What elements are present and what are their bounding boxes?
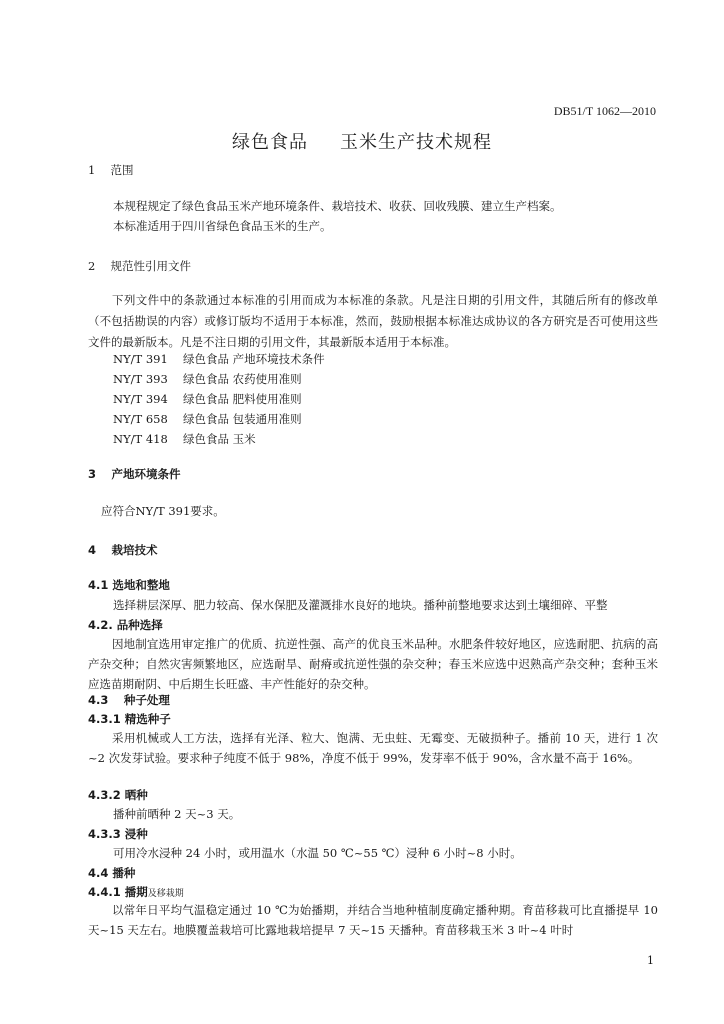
subsection-4-3-heading: 4.3 种子处理: [88, 693, 170, 707]
reference-item: [113, 431, 256, 447]
reference-name: 绿色食品 玉米: [183, 432, 256, 446]
subsection-4-2-paragraph: 因地制宜选用审定推广的优质、抗逆性强、高产的优良玉米品种。水肥条件较好地区，应选耐肥、抗病的高产杂交种；自然灾害频繁地区，应选耐旱、耐瘠或抗逆性强的杂交种；春玉米应选中迟熟高产杂交种；套种玉米应选苗期耐阴、中后期生长旺盛、丰产性能好的杂交种。: [88, 637, 658, 691]
subsection-4-3-3-paragraph: 可用冷水浸种 24 小时，或用温水（水温 50 ℃~55 ℃）浸种 6 小时~8 小时。: [113, 846, 522, 860]
subsection-4-1-heading: 4.1 选地和整地: [88, 578, 170, 592]
section-2-paragraph: 下列文件中的条款通过本标准的引用而成为本标准的条款。凡是注日期的引用文件，其随后所有的修改单（不包括勘误的内容）或修订版均不适用于本标准，然而，鼓励根据本标准达成协议的各方研究是否可使用这些文件的最新版本。凡是不注日期的引用文件，其最新版本适用于本标准。: [88, 293, 658, 349]
section-1-heading: 1 范围: [88, 163, 134, 177]
reference-code: NY/T 418: [113, 432, 168, 446]
subsection-4-3-2-paragraph: 播种前晒种 2 天~3 天。: [113, 807, 241, 821]
section-2-heading: 2 规范性引用文件: [88, 259, 191, 273]
section-1-paragraph-2: 本标准适用于四川省绿色食品玉米的生产。: [113, 219, 332, 233]
subsection-4-3-2-heading: 4.3.2 晒种: [88, 788, 148, 802]
reference-item: [113, 371, 302, 387]
reference-name: 绿色食品 肥料使用准则: [183, 392, 302, 406]
subsection-4-1-paragraph: 选择耕层深厚、肥力较高、保水保肥及灌溉排水良好的地块。播种前整地要求达到土壤细碎、平整: [113, 598, 608, 612]
subsection-4-4-1-subtitle: 及移栽期: [147, 889, 184, 899]
reference-item: [113, 351, 325, 367]
title-part-2: 玉米生产技术规程: [340, 132, 492, 153]
subsection-4-4-1-title: 4.4.1 播期: [88, 885, 148, 899]
section-1-paragraph-1: 本规程规定了绿色食品玉米产地环境条件、栽培技术、收获、回收残膜、建立生产档案。: [113, 199, 562, 213]
reference-name: 绿色食品 包装通用准则: [183, 412, 302, 426]
section-4-heading: 4 栽培技术: [88, 543, 158, 557]
reference-code: NY/T 394: [113, 392, 168, 406]
page-number: 1: [647, 954, 654, 967]
section-3-paragraph: 应符合NY/T 391要求。: [101, 504, 225, 518]
subsection-4-4-1-heading: [88, 884, 184, 900]
reference-name: 绿色食品 农药使用准则: [183, 372, 302, 386]
subsection-4-4-1-paragraph: 以常年日平均气温稳定通过 10 ℃为始播期，并结合当地种植制度确定播种期。育苗移栽可比直播提早 10 天~15 天左右。地膜覆盖栽培可比露地栽培提早 7 天~15 天播种。育苗移栽玉米 3 叶~4 叶时: [88, 903, 658, 937]
reference-code: NY/T 391: [113, 352, 168, 366]
subsection-4-4-heading: 4.4 播种: [88, 866, 136, 880]
reference-code: NY/T 658: [113, 412, 168, 426]
section-3-heading: 3 产地环境条件: [88, 467, 181, 481]
reference-item: [113, 411, 302, 427]
title-part-1: 绿色食品: [232, 132, 308, 153]
subsection-4-3-3-heading: 4.3.3 浸种: [88, 827, 148, 841]
subsection-4-3-1-paragraph: 采用机械或人工方法，选择有光泽、粒大、饱满、无虫蛀、无霉变、无破损种子。播前 10 天，进行 1 次~2 次发芽试验。要求种子纯度不低于 98%，净度不低于 99%，发芽率不低于 90%，含水量不高于 16%。: [88, 731, 658, 765]
subsection-4-2-heading: 4.2. 品种选择: [88, 618, 163, 632]
document-title: [0, 128, 724, 154]
reference-code: NY/T 393: [113, 372, 168, 386]
reference-name: 绿色食品 产地环境技术条件: [183, 352, 325, 366]
standard-code: DB51/T 1062—2010: [553, 104, 656, 118]
reference-item: [113, 391, 302, 407]
subsection-4-3-1-heading: 4.3.1 精选种子: [88, 712, 171, 726]
